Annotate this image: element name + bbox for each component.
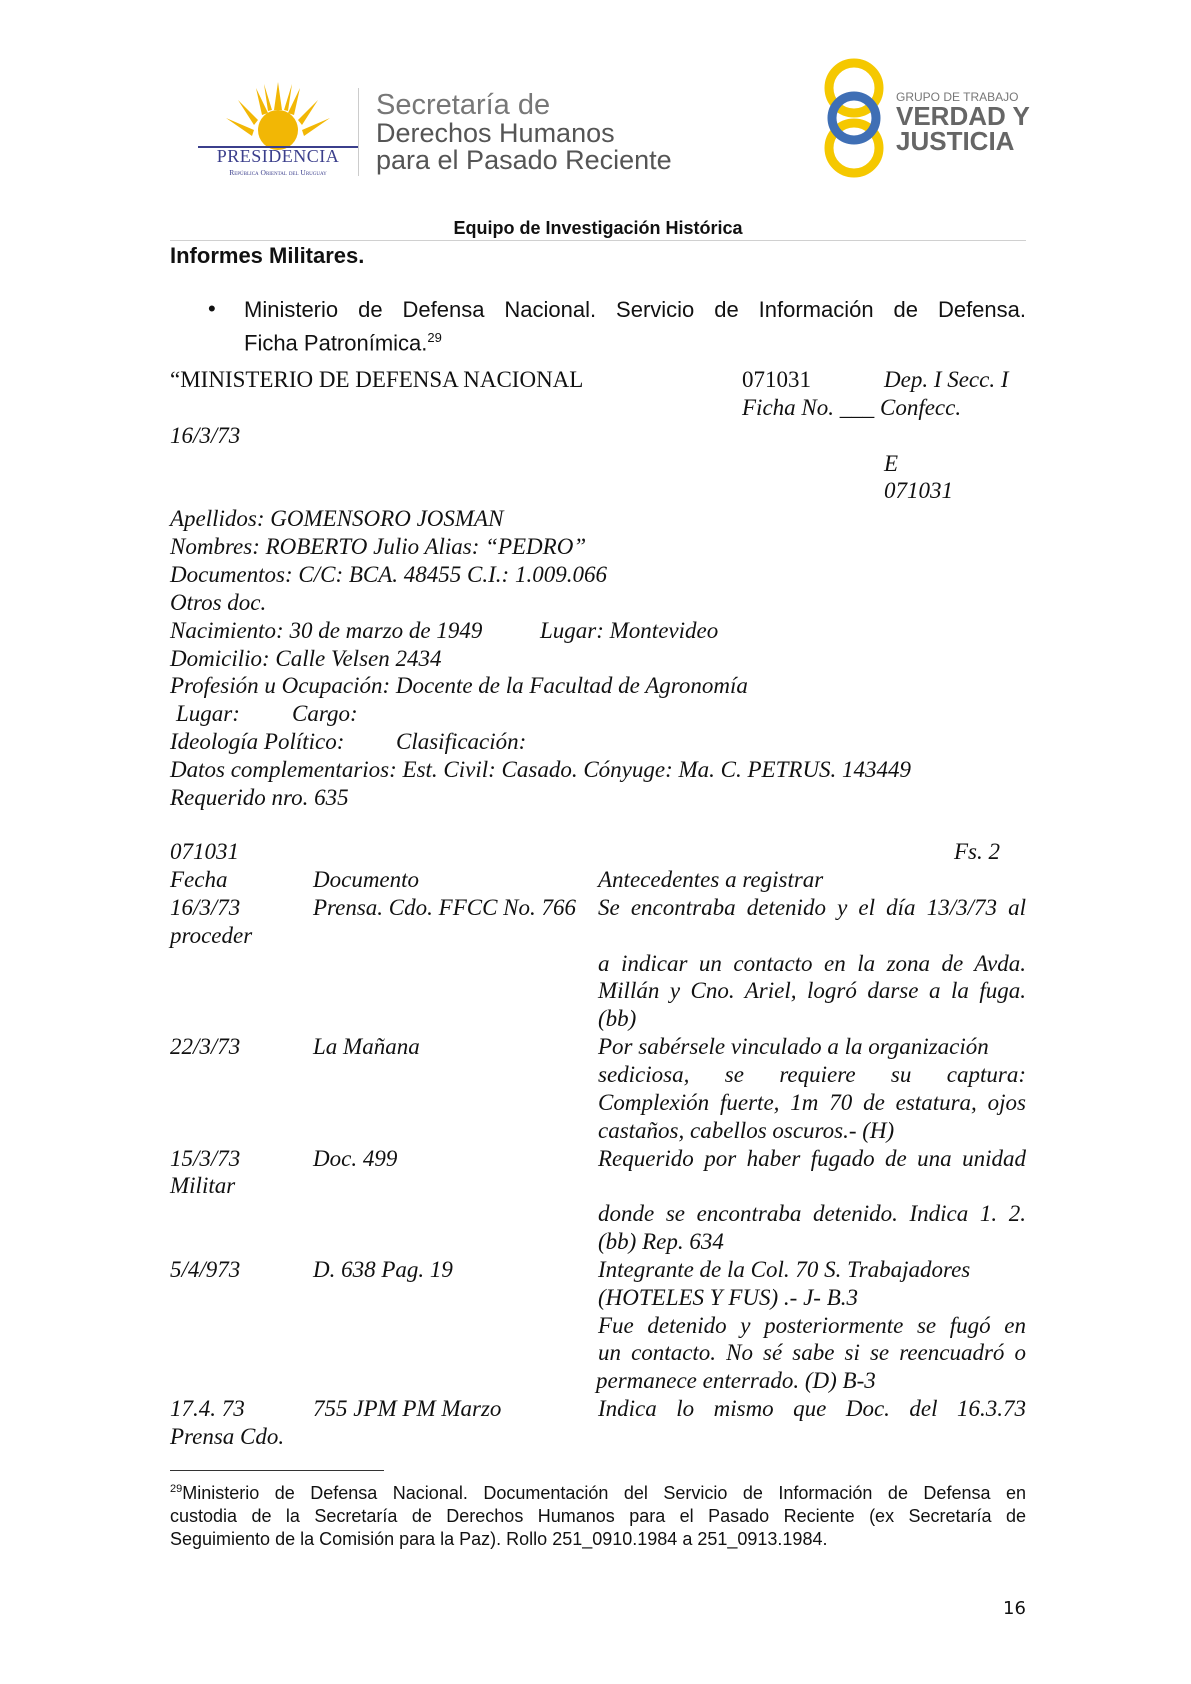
row2-antecedente-1: Por sabérsele vinculado a la organización — [598, 1034, 989, 1059]
row2-antecedente-3: Complexión fuerte, 1m 70 de estatura, ojos — [598, 1090, 1026, 1115]
record-ministry: “MINISTERIO DE DEFENSA NACIONAL — [170, 367, 584, 392]
record-otros: Otros doc. — [170, 590, 267, 615]
bullet-line2-text: Ficha Patronímica. — [244, 330, 428, 356]
sun-icon — [198, 80, 358, 150]
row1-fecha: 16/3/73 — [170, 895, 241, 920]
footnote-number: 29 — [170, 1483, 183, 1495]
footnote-line3: Seguimiento de la Comisión para la Paz). Rollo 251_0910.1984 a 251_0913.1984. — [170, 1529, 828, 1549]
grupo-line1: GRUPO DE TRABAJO — [896, 90, 1019, 104]
secretaria-line2: Derechos Humanos — [376, 118, 615, 148]
divider-vertical — [358, 88, 359, 176]
row4-antecedente-3: Fue detenido y posteriormente se fugó en — [598, 1313, 1026, 1338]
record-apellidos: Apellidos: GOMENSORO JOSMAN — [170, 506, 504, 531]
table-header-fecha: Fecha — [170, 867, 228, 892]
row3-fecha-cont: Militar — [170, 1173, 236, 1198]
page-number: 16 — [1003, 1598, 1026, 1619]
row3-antecedente-1: Requerido por haber fugado de una unidad — [598, 1146, 1026, 1171]
row1-antecedente-3: Millán y Cno. Ariel, logró darse a la fuga. — [598, 978, 1026, 1003]
row5-fecha: 17.4. 73 — [170, 1396, 245, 1421]
presidencia-name: PRESIDENCIA — [216, 146, 340, 166]
row4-documento: D. 638 Pag. 19 — [313, 1257, 453, 1282]
row3-antecedente-3: (bb) Rep. 634 — [598, 1229, 724, 1254]
row2-documento: La Mañana — [313, 1034, 420, 1059]
row4-antecedente-1: Integrante de la Col. 70 S. Trabajadores — [598, 1257, 971, 1282]
footnote-ref[interactable]: 29 — [427, 330, 442, 345]
row2-antecedente-2: sediciosa, se requiere su captura: — [598, 1062, 1026, 1087]
secretaria-line3: para el Pasado Reciente — [376, 145, 672, 175]
record-domicilio: Domicilio: Calle Velsen 2434 — [170, 646, 442, 671]
row5-fecha-cont: Prensa Cdo. — [170, 1424, 285, 1449]
record-ficha: Ficha No. ___ Confecc. — [742, 395, 962, 420]
row4-antecedente-2: (HOTELES Y FUS) .- J- B.3 — [598, 1285, 858, 1310]
row1-antecedente-1: Se encontraba detenido y el día 13/3/73 al — [598, 895, 1026, 920]
record-lugar: Lugar: — [176, 701, 240, 726]
row1-fecha-cont: proceder — [170, 923, 253, 948]
row4-antecedente-4: un contacto. No sé sabe si se reencuadró o — [598, 1340, 1026, 1365]
footnote-line1 — [170, 1478, 1026, 1505]
rings-icon — [822, 58, 886, 178]
bullet-icon: • — [208, 296, 216, 321]
record-date: 16/3/73 — [170, 423, 241, 448]
row1-documento: Prensa. Cdo. FFCC No. 766 — [313, 895, 577, 920]
team-header: Equipo de Investigación Histórica — [453, 218, 743, 238]
row3-antecedente-2: donde se encontraba detenido. Indica 1. 2. — [598, 1201, 1026, 1226]
record-clasificacion: Clasificación: — [396, 729, 527, 754]
record-dept: Dep. I Secc. I — [884, 367, 1009, 392]
footnote-rule — [170, 1470, 384, 1471]
row5-antecedente-1: Indica lo mismo que Doc. del 16.3.73 — [598, 1396, 1026, 1421]
record-nacimiento: Nacimiento: 30 de marzo de 1949 — [170, 618, 483, 643]
secretaria-line1: Secretaría de — [376, 89, 551, 121]
grupo-line3: JUSTICIA — [896, 126, 1015, 156]
header-rule — [170, 240, 1026, 241]
bullet-line1: Ministerio de Defensa Nacional. Servicio de Información de Defensa. — [244, 297, 1026, 322]
table-header-documento: Documento — [313, 867, 420, 892]
row4-antecedente-5: permanece enterrado. (D) B-3 — [596, 1368, 876, 1393]
presidencia-subtitle: República Oriental del Uruguay — [229, 168, 327, 177]
footnote — [170, 1478, 1026, 1551]
footnote-line2: custodia de la Secretaría de Derechos Humanos para el Pasado Reciente (ex Secretaría de — [170, 1506, 1026, 1526]
record-number: 071031 — [742, 367, 811, 392]
record-documentos: Documentos: C/C: BCA. 48455 C.I.: 1.009.066 — [170, 562, 607, 587]
footnote-line1-text: Ministerio de Defensa Nacional. Documentación del Servicio de Información de Defensa en — [182, 1483, 1026, 1503]
table-id: 071031 — [170, 839, 239, 864]
grupo-logo — [822, 58, 1032, 178]
record-complementarios: Datos complementarios: Est. Civil: Casado. Cónyuge: Ma. C. PETRUS. 143449 — [170, 757, 912, 782]
row1-antecedente-2: a indicar un contacto en la zona de Avda. — [598, 951, 1026, 976]
record-number2: 071031 — [884, 478, 953, 503]
section-title: Informes Militares. — [170, 243, 365, 268]
record-ideologia: Ideología Político: — [170, 729, 345, 754]
secretaria-logo-text — [376, 90, 672, 174]
row3-documento: Doc. 499 — [313, 1146, 398, 1171]
record-lugar-nac: Lugar: Montevideo — [540, 618, 719, 643]
record-requerido: Requerido nro. 635 — [170, 785, 349, 810]
presidencia-logo — [198, 80, 358, 180]
record-profesion: Profesión u Ocupación: Docente de la Facultad de Agronomía — [170, 673, 748, 698]
record-nombres: Nombres: ROBERTO Julio Alias: “PEDRO” — [170, 534, 587, 559]
row1-antecedente-4: (bb) — [598, 1006, 637, 1031]
row5-documento: 755 JPM PM Marzo — [313, 1396, 502, 1421]
row3-fecha: 15/3/73 — [170, 1146, 241, 1171]
record-cargo: Cargo: — [292, 701, 358, 726]
table-header-antecedentes: Antecedentes a registrar — [598, 867, 824, 892]
grupo-line2: VERDAD Y — [896, 101, 1030, 131]
row4-fecha: 5/4/973 — [170, 1257, 241, 1282]
row2-antecedente-4: castaños, cabellos oscuros.- (H) — [598, 1118, 895, 1143]
table-page: Fs. 2 — [954, 839, 1000, 864]
record-letter: E — [884, 451, 899, 476]
row2-fecha: 22/3/73 — [170, 1034, 241, 1059]
bullet-line2 — [244, 324, 442, 357]
